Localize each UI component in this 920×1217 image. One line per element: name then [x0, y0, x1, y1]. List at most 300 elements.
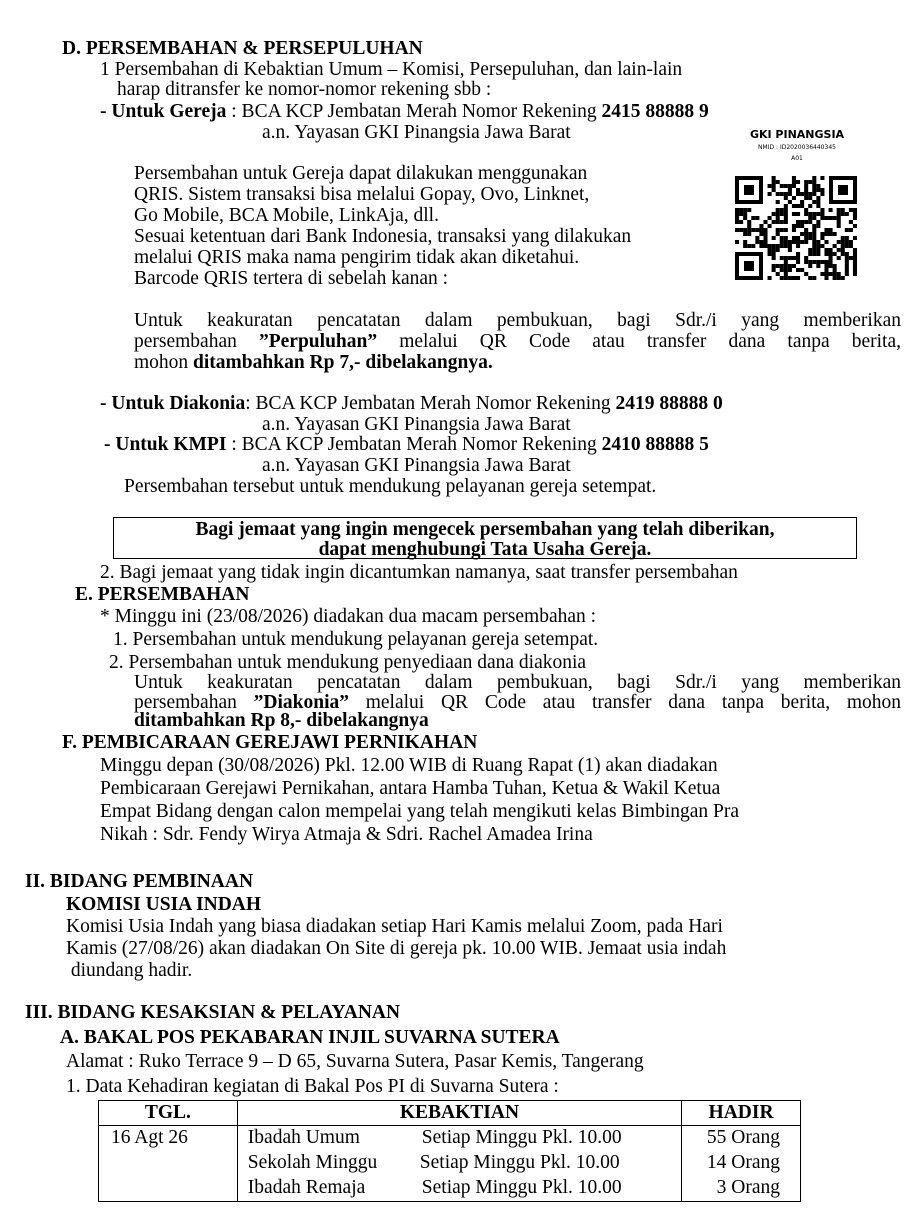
kmpi-account-number: 2410 88888 5 [601, 434, 709, 455]
qr-module [812, 248, 816, 252]
qr-module [735, 240, 739, 244]
qr-module [812, 192, 816, 196]
qr-module [780, 256, 784, 260]
qr-module [841, 212, 845, 216]
section-e-item2: 2. Persembahan untuk mendukung penyediaan dana diakonia [109, 652, 587, 673]
perpuluhan-term: ”Perpuluhan” [258, 331, 378, 352]
qr-module [776, 248, 780, 252]
qr-module [812, 180, 816, 184]
qr-module [780, 264, 784, 268]
notice-line-1: Bagi jemaat yang ingin mengecek persembahan yang telah diberikan, [195, 519, 775, 540]
qr-module [837, 276, 841, 280]
notice-box [113, 517, 857, 559]
qr-module [820, 244, 824, 248]
qr-module [833, 216, 837, 220]
qr-module [837, 256, 841, 260]
qr-module [816, 212, 820, 216]
qris-line-5: melalui QRIS maka nama pengirim tidak akan diketahui. [134, 247, 580, 268]
qr-module [792, 236, 796, 240]
qr-code-image [735, 176, 857, 280]
qr-module [763, 236, 767, 240]
qr-module [833, 276, 837, 280]
section-e-item1: 1. Persembahan untuk mendukung pelayanan gereja setempat. [113, 629, 599, 650]
qr-module [837, 208, 841, 212]
qr-module [743, 240, 747, 244]
qr-module [788, 240, 792, 244]
qr-module [800, 200, 804, 204]
qr-module [759, 244, 763, 248]
support-line: Persembahan tersebut untuk mendukung pelayanan gereja setempat. [124, 476, 657, 497]
qr-module [780, 236, 784, 240]
qr-module [743, 228, 747, 232]
diakonia-account-holder: a.n. Yayasan GKI Pinangsia Jawa Barat [262, 414, 571, 435]
qr-module [768, 252, 772, 256]
qr-module [784, 220, 788, 224]
qr-module [837, 248, 841, 252]
qr-module [788, 184, 792, 188]
qr-module [812, 228, 816, 232]
qr-module [829, 232, 833, 236]
qr-module [800, 268, 804, 272]
qr-module [816, 240, 820, 244]
qr-module [812, 252, 816, 256]
perpuluhan-mohon: mohon [134, 352, 194, 373]
qr-module [788, 264, 792, 268]
qr-module [800, 224, 804, 228]
qr-module [833, 268, 837, 272]
qr-module [776, 232, 780, 236]
qr-module [845, 228, 849, 232]
qr-module [829, 252, 833, 256]
qr-module [820, 208, 824, 212]
qr-module [816, 220, 820, 224]
qr-module [841, 240, 845, 244]
qr-module [796, 268, 800, 272]
hadir-count: 55 Orang [706, 1127, 780, 1148]
qr-module [792, 228, 796, 232]
qr-module [812, 244, 816, 248]
service-schedule: Setiap Minggu Pkl. 10.00 [419, 1152, 620, 1173]
qr-module [812, 224, 816, 228]
qr-module [849, 208, 853, 212]
section-f-line-3: Empat Bidang dengan calon mempelai yang telah mengikuti kelas Bimbingan Pra [100, 801, 740, 822]
qr-module [772, 252, 776, 256]
qr-module [735, 212, 739, 216]
qr-module [772, 220, 776, 224]
qr-module [759, 224, 763, 228]
qr-module [784, 244, 788, 248]
qr-module [768, 244, 772, 248]
table-row [238, 1176, 681, 1201]
qr-module [776, 220, 780, 224]
qr-module [792, 240, 796, 244]
qris-panel [733, 128, 861, 284]
qr-module [772, 188, 776, 192]
qr-module [853, 264, 857, 268]
qr-module [812, 240, 816, 244]
qr-module [763, 244, 767, 248]
qr-module [784, 196, 788, 200]
qr-module [792, 276, 796, 280]
qr-module [824, 272, 828, 276]
qr-module [800, 240, 804, 244]
qr-module [804, 212, 808, 216]
qr-module [800, 204, 804, 208]
qr-module [812, 232, 816, 236]
qr-module [780, 240, 784, 244]
qr-module [768, 276, 772, 280]
qr-module [853, 256, 857, 260]
qr-module [820, 188, 824, 192]
qr-module [804, 228, 808, 232]
qr-module [841, 248, 845, 252]
attendance-date: 16 Agt 26 [99, 1126, 238, 1202]
diakonia-label: - Untuk Diakonia [100, 393, 246, 414]
qr-module [776, 200, 780, 204]
qr-module [841, 252, 845, 256]
qr-module [747, 232, 751, 236]
qr-module [816, 248, 820, 252]
table-row [238, 1151, 681, 1176]
qr-module [845, 272, 849, 276]
kmpi-account-holder: a.n. Yayasan GKI Pinangsia Jawa Barat [262, 455, 571, 476]
qr-module [796, 256, 800, 260]
qr-module [792, 196, 796, 200]
qr-module [829, 208, 833, 212]
qr-module [812, 216, 816, 220]
qr-module [849, 256, 853, 260]
qr-module [800, 220, 804, 224]
qr-module [824, 228, 828, 232]
qr-module [824, 260, 828, 264]
qr-module [829, 260, 833, 264]
qr-module [772, 212, 776, 216]
qr-module [735, 228, 739, 232]
qris-line-4: Sesuai ketentuan dari Bank Indonesia, transaksi yang dilakukan [134, 226, 632, 247]
qr-module [796, 220, 800, 224]
qris-line-3: Go Mobile, BCA Mobile, LinkAja, dll. [134, 205, 439, 226]
qr-module [759, 228, 763, 232]
qr-module [808, 220, 812, 224]
section-d-item2: 2. Bagi jemaat yang tidak ingin dicantumkan namanya, saat transfer persembahan [100, 562, 738, 583]
qr-module [772, 268, 776, 272]
kmpi-label: - Untuk KMPI [104, 434, 227, 455]
qr-module [816, 204, 820, 208]
qr-module [853, 268, 857, 272]
qr-module [784, 264, 788, 268]
qr-module [808, 252, 812, 256]
gereja-text: : BCA KCP Jembatan Merah Nomor Rekening [226, 101, 602, 122]
diakonia-text: : BCA KCP Jembatan Merah Nomor Rekening [245, 393, 616, 414]
qr-module [743, 232, 747, 236]
qr-module [845, 260, 849, 264]
qr-module [829, 272, 833, 276]
qr-module [784, 236, 788, 240]
qr-module [735, 216, 739, 220]
perpuluhan-accuracy-line3 [134, 352, 493, 374]
attendance-services [237, 1126, 681, 1202]
qr-module [739, 220, 743, 224]
diakonia-pre: persembahan [134, 692, 254, 713]
qr-module [804, 188, 808, 192]
qr-module [796, 180, 800, 184]
attendance-counts [682, 1126, 801, 1202]
hadir-count: 14 Orang [706, 1152, 780, 1173]
qr-module [796, 192, 800, 196]
qr-module [841, 208, 845, 212]
qr-module [837, 216, 841, 220]
qr-module [804, 184, 808, 188]
section-ii-heading: II. BIDANG PEMBINAAN [25, 871, 254, 892]
qr-module [755, 216, 759, 220]
qr-module [772, 176, 776, 180]
qr-module [755, 228, 759, 232]
qr-module [788, 256, 792, 260]
qr-module [833, 272, 837, 276]
qr-module [792, 180, 796, 184]
qr-module [845, 240, 849, 244]
hadir-count: 3 Orang [716, 1177, 780, 1198]
perpuluhan-accuracy-line1: Untuk keakuratan pencatatan dalam pembukuan, bagi Sdr./i yang memberikan [134, 310, 901, 331]
qr-module [788, 248, 792, 252]
qr-module [824, 268, 828, 272]
qr-module [735, 220, 739, 224]
perpuluhan-post: melalui QR Code atau transfer dana tanpa berita, [377, 331, 902, 352]
qr-module [816, 252, 820, 256]
qr-module [780, 244, 784, 248]
qr-module [768, 216, 772, 220]
qr-module [788, 268, 792, 272]
qr-module [845, 256, 849, 260]
qr-module [751, 228, 755, 232]
gereja-label: - Untuk Gereja [100, 101, 227, 122]
qr-module [780, 184, 784, 188]
qr-module [853, 272, 857, 276]
qr-module [776, 208, 780, 212]
qr-module [816, 224, 820, 228]
qr-module [849, 240, 853, 244]
diakonia-term: ”Diakonia” [253, 692, 349, 713]
qr-module [800, 192, 804, 196]
service-name: Ibadah Umum [247, 1127, 360, 1148]
section-ii-line-1: Komisi Usia Indah yang biasa diadakan setiap Hari Kamis melalui Zoom, pada Hari [66, 916, 723, 937]
qr-module [853, 212, 857, 216]
qr-module [743, 244, 747, 248]
qr-module [796, 252, 800, 256]
qr-module [784, 216, 788, 220]
qr-module [796, 204, 800, 208]
qr-module [755, 240, 759, 244]
qr-module [772, 244, 776, 248]
qr-module [772, 180, 776, 184]
qr-module [853, 216, 857, 220]
qr-module [849, 228, 853, 232]
qr-module [804, 180, 808, 184]
qr-module [837, 220, 841, 224]
section-d-item1-line2: harap ditransfer ke nomor-nomor rekening sbb : [117, 79, 492, 100]
qr-module [743, 216, 747, 220]
diakonia-account-line [100, 393, 723, 415]
qr-module [804, 192, 808, 196]
qr-module [845, 252, 849, 256]
qr-module [824, 276, 828, 280]
qr-module [768, 184, 772, 188]
qr-module [780, 276, 784, 280]
header-hadir: HADIR [682, 1101, 801, 1126]
qr-module [743, 212, 747, 216]
qr-module [829, 256, 833, 260]
qr-module [804, 232, 808, 236]
qr-module [820, 232, 824, 236]
qr-module [808, 276, 812, 280]
qr-module [841, 236, 845, 240]
qr-module [824, 232, 828, 236]
qr-module [816, 260, 820, 264]
qr-module [820, 216, 824, 220]
section-d-item1-line1: 1 Persembahan di Kebaktian Umum – Komisi, Persepuluhan, dan lain-lain [100, 59, 683, 80]
qr-module [812, 276, 816, 280]
qr-module [812, 236, 816, 240]
qr-module [792, 224, 796, 228]
qr-module [739, 212, 743, 216]
qr-module [812, 212, 816, 216]
qr-module [784, 272, 788, 276]
perpuluhan-add-amount: ditambahkan Rp 7,- dibelakangnya. [193, 352, 493, 373]
service-schedule: Setiap Minggu Pkl. 10.00 [421, 1177, 622, 1198]
qr-module [804, 256, 808, 260]
qr-module [845, 244, 849, 248]
qr-title: GKI PINANGSIA [749, 128, 845, 141]
qr-module [796, 276, 800, 280]
qris-line-6: Barcode QRIS tertera di sebelah kanan : [134, 268, 449, 289]
qr-module [784, 256, 788, 260]
qris-line-2: QRIS. Sistem transaksi bisa melalui Gopay, Ovo, Linknet, [134, 184, 590, 205]
section-e-heading: E. PERSEMBAHAN [75, 584, 250, 605]
qr-module [747, 208, 751, 212]
qr-module [747, 228, 751, 232]
qr-module [841, 276, 845, 280]
qr-module [788, 188, 792, 192]
qr-module [820, 212, 824, 216]
qr-module [780, 228, 784, 232]
qr-module [780, 268, 784, 272]
qr-module [788, 244, 792, 248]
kmpi-text: : BCA KCP Jembatan Merah Nomor Rekening [226, 434, 602, 455]
qr-module [772, 264, 776, 268]
qr-module [784, 184, 788, 188]
qr-module [853, 224, 857, 228]
diakonia-accuracy-line1: Untuk keakuratan pencatatan dalam pembukuan, bagi Sdr./i yang memberikan [134, 672, 901, 693]
qr-module [808, 264, 812, 268]
qr-module [808, 236, 812, 240]
pos-pi-address: Alamat : Ruko Terrace 9 – D 65, Suvarna Sutera, Pasar Kemis, Tangerang [66, 1051, 644, 1072]
qr-module [784, 228, 788, 232]
qr-module [808, 212, 812, 216]
section-f-line-2: Pembicaraan Gerejawi Pernikahan, antara Hamba Tuhan, Ketua & Wakil Ketua [100, 778, 721, 799]
qr-module [816, 264, 820, 268]
section-e-intro: * Minggu ini (23/08/2026) diadakan dua macam persembahan : [100, 606, 597, 627]
qr-module [735, 208, 739, 212]
qr-module [784, 268, 788, 272]
section-ii-line-2: Kamis (27/08/26) akan diadakan On Site di gereja pk. 10.00 WIB. Jemaat usia indah [66, 938, 727, 959]
qr-module [759, 240, 763, 244]
qr-module [776, 228, 780, 232]
qr-module [804, 240, 808, 244]
perpuluhan-pre: persembahan [134, 331, 259, 352]
qr-module [751, 216, 755, 220]
qr-module [829, 216, 833, 220]
qr-module [763, 240, 767, 244]
qr-module [816, 244, 820, 248]
qr-module [743, 208, 747, 212]
qr-module [849, 244, 853, 248]
qr-module [816, 188, 820, 192]
qr-module [804, 220, 808, 224]
qr-module [833, 232, 837, 236]
qr-module [796, 260, 800, 264]
qr-module [788, 276, 792, 280]
qr-module [812, 188, 816, 192]
qr-module [776, 212, 780, 216]
qr-module [853, 208, 857, 212]
qr-merchant-code: A01 [791, 155, 803, 162]
qr-module [739, 228, 743, 232]
qr-module [784, 212, 788, 216]
qr-module [780, 220, 784, 224]
qr-module [812, 176, 816, 180]
qr-module [829, 248, 833, 252]
qr-module [792, 176, 796, 180]
perpuluhan-accuracy-line2 [134, 331, 901, 353]
qr-module [784, 204, 788, 208]
qr-module [824, 240, 828, 244]
diakonia-post: melalui QR Code atau transfer dana tanpa berita, mohon [348, 692, 901, 713]
qr-module [796, 240, 800, 244]
section-f-line-4: Nikah : Sdr. Fendy Wirya Atmaja & Sdri. Rachel Amadea Irina [100, 824, 593, 845]
qr-module [812, 184, 816, 188]
qr-module [768, 224, 772, 228]
qr-module [792, 184, 796, 188]
qr-module [796, 236, 800, 240]
qr-module [837, 224, 841, 228]
qr-module [776, 244, 780, 248]
diakonia-account-number: 2419 88888 0 [615, 393, 723, 414]
qr-module [788, 200, 792, 204]
qr-module [780, 208, 784, 212]
qr-module [792, 256, 796, 260]
qr-module [808, 192, 812, 196]
qr-module [759, 232, 763, 236]
diakonia-add-amount: ditambahkan Rp 8,- dibelakangnya [134, 710, 429, 731]
qr-module [824, 252, 828, 256]
qr-module [808, 260, 812, 264]
service-schedule: Setiap Minggu Pkl. 10.00 [421, 1127, 622, 1148]
section-iii-heading: III. BIDANG KESAKSIAN & PELAYANAN [25, 1002, 401, 1023]
qr-module [820, 260, 824, 264]
qr-module [853, 236, 857, 240]
qr-module [837, 272, 841, 276]
gereja-account-number: 2415 88888 9 [601, 101, 709, 122]
section-ii-subheading: KOMISI USIA INDAH [66, 894, 262, 915]
qr-module [784, 276, 788, 280]
attendance-title: 1. Data Kehadiran kegiatan di Bakal Pos PI di Suvarna Sutera : [66, 1076, 559, 1097]
qr-module [845, 264, 849, 268]
qr-module [796, 188, 800, 192]
qr-module [772, 184, 776, 188]
qr-module [755, 236, 759, 240]
qr-nmid: NMID : ID2020036440345 [758, 144, 836, 151]
qr-module [804, 272, 808, 276]
